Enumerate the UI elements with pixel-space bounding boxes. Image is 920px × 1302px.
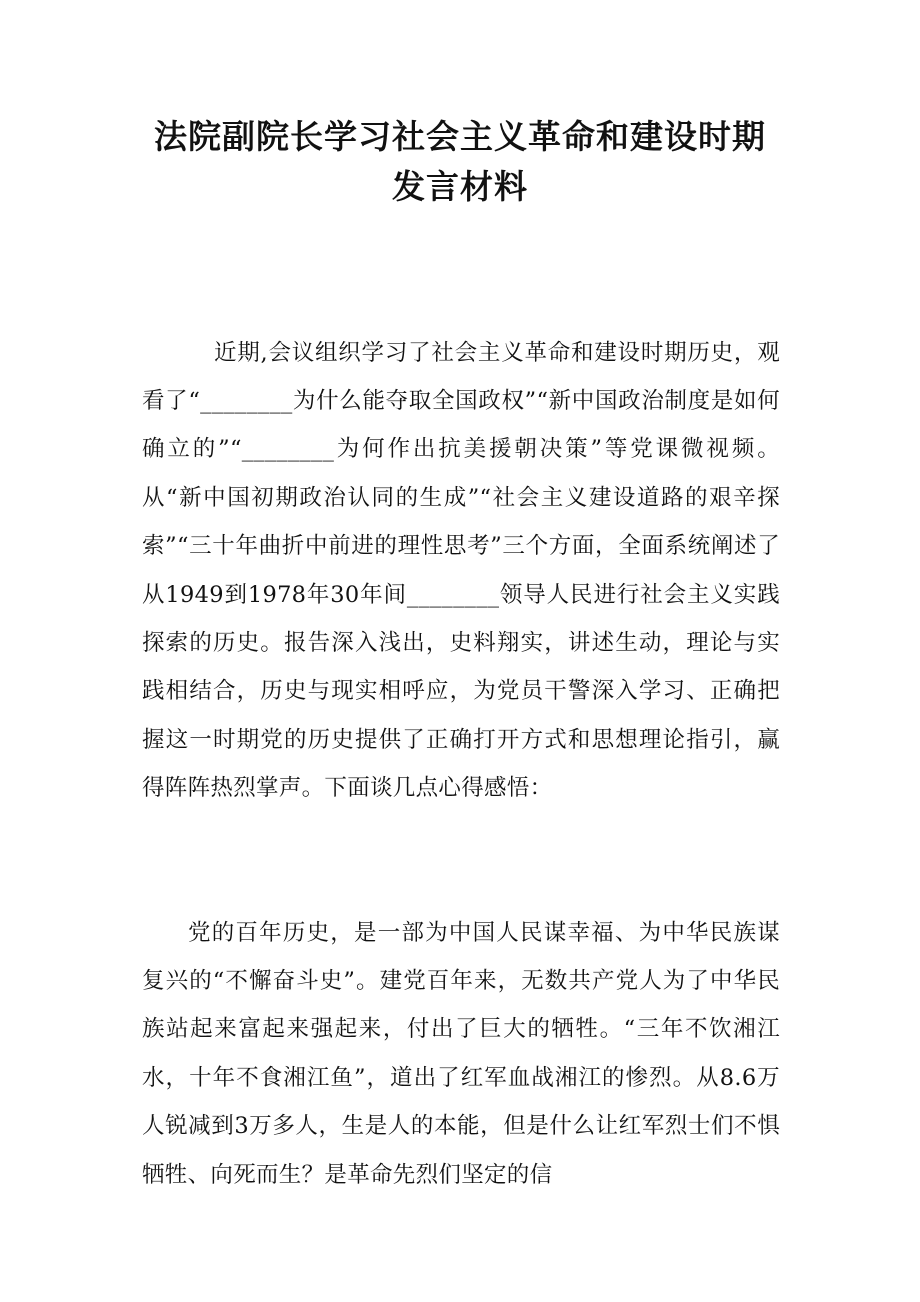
title-line-2: 发言材料 [392,167,528,206]
title-line-1: 法院副院长学习社会主义革命和建设时期 [154,117,766,156]
paragraph-2: 党的百年历史，是一部为中国人民谋幸福、为中华民族谋复兴的“不懈奋斗史”。建党百年来，无数共产党人为了中华民族站起来富起来强起来，付出了巨大的牺牲。“三年不饮湘江水，十年不食湘江鱼”，道出了红军血战湘江的惨烈。从8.6万人锐减到3万多人，生是人的本能，但是什么让红军烈士们不惧牺牲、向死而生？是革命先烈们坚定的信 [142,919,780,1188]
paragraph-1: 近期,会议组织学习了社会主义革命和建设时期历史，观看了“________为什么能夺取全国政权”“新中国政治制度是如何确立的”“________为何作出抗美援朝决策”等党课微视频。从“新中国初期政治认同的生成”“社会主义建设道路的艰辛探索”“三十年曲折中前进的理性思考”三个方面，全面系统阐述了从1949到1978年30年间________领导人民进行社会主义实践探索的历史。报告深入浅出，史料翔实，讲述生动，理论与实践相结合，历史与现实相呼应，为党员干警深入学习、正确把握这一时期党的历史提供了正确打开方式和思想理论指引，赢得阵阵热烈掌声。下面谈几点心得感悟： [142,339,780,802]
document-title [100,112,820,212]
